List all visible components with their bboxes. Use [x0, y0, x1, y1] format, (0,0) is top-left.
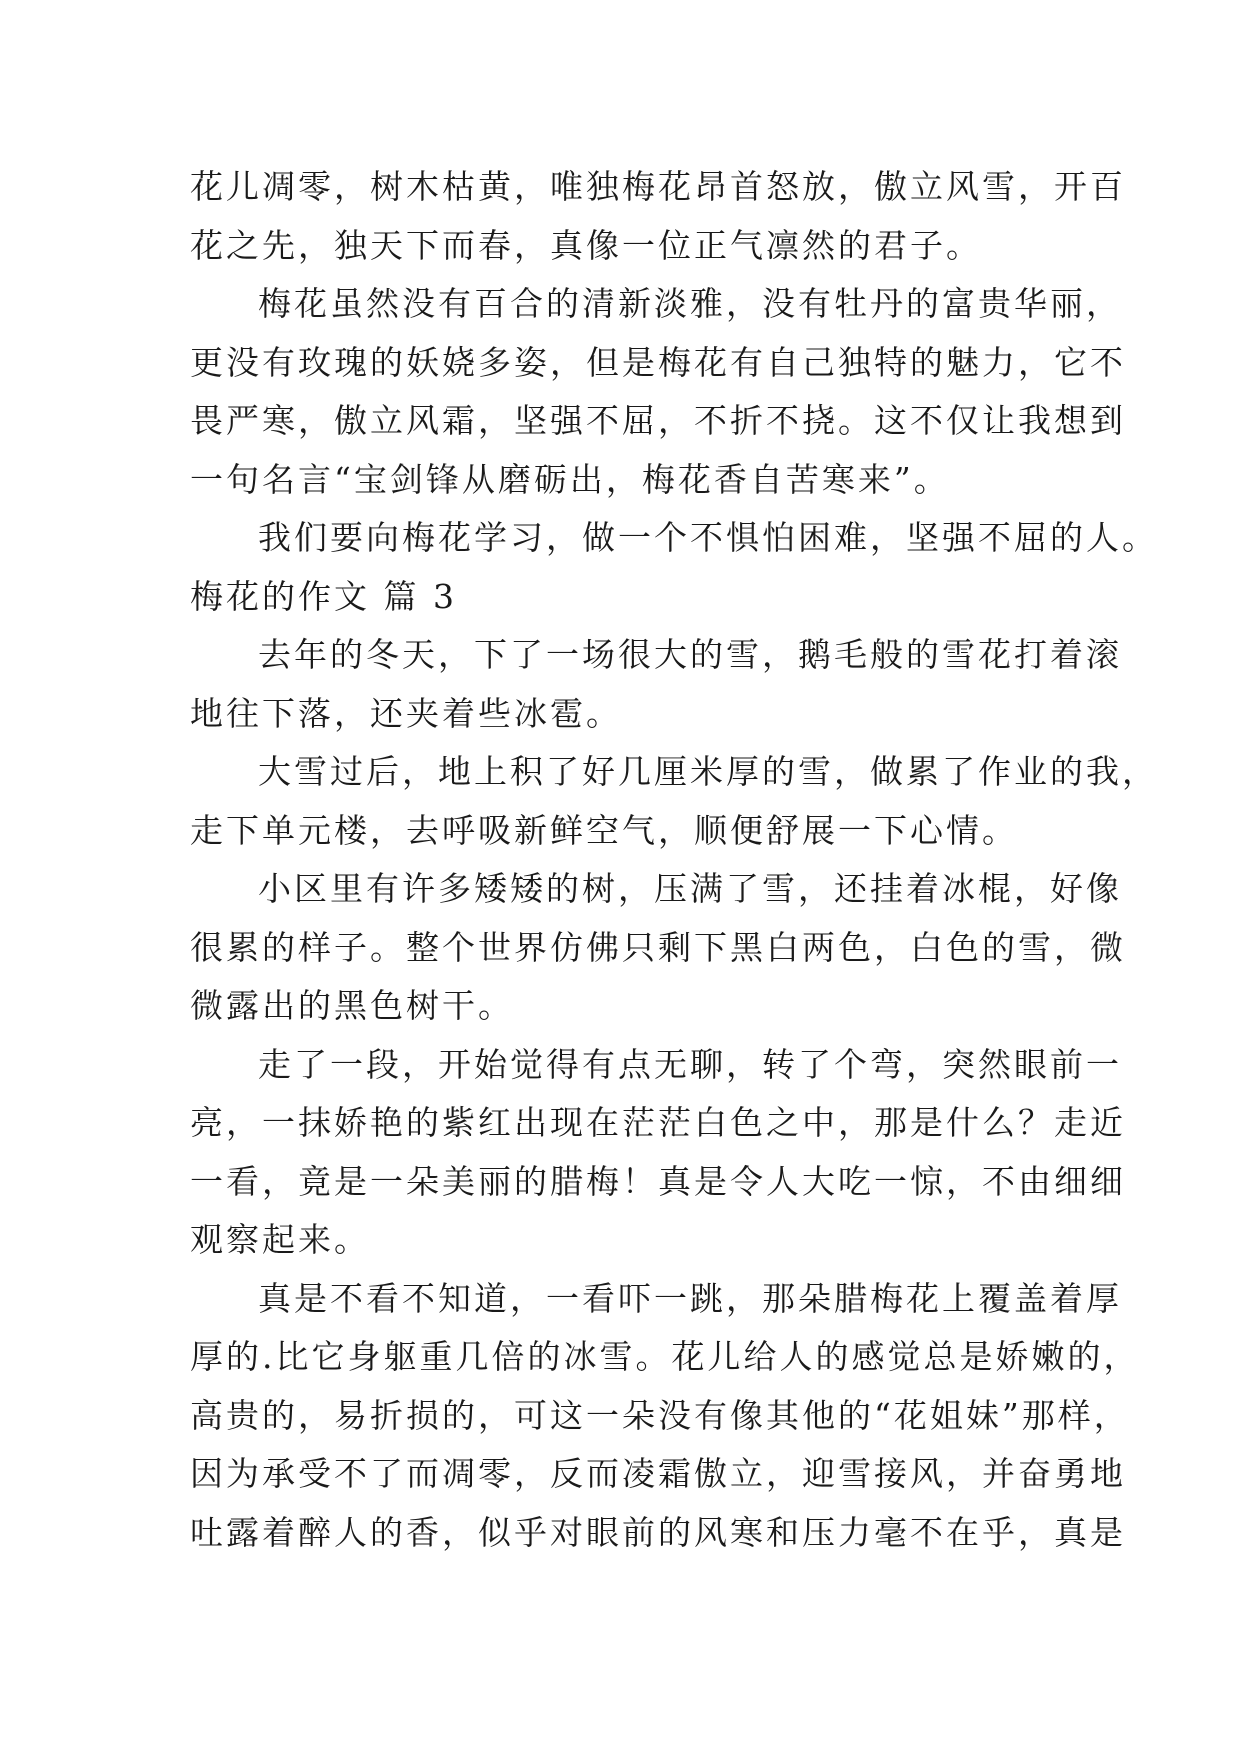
- text-line: 去年的冬天，下了一场很大的雪，鹅毛般的雪花打着滚: [258, 635, 1122, 674]
- text-line: 走下单元楼，去呼吸新鲜空气，顺便舒展一下心情。: [190, 810, 1018, 850]
- text-line: 很累的样子。整个世界仿佛只剩下黑白两色，白色的雪，微: [190, 927, 1126, 967]
- text-line: 花儿凋零，树木枯黄，唯独梅花昂首怒放，傲立风雪，开百: [190, 167, 1126, 206]
- text-line: 微露出的黑色树干。: [190, 986, 514, 1025]
- text-line: 我们要向梅花学习，做一个不惧怕困难，坚强不屈的人。: [258, 518, 1158, 557]
- text-line: 因为承受不了而凋零，反而凌霜傲立，迎雪接风，并奋勇地: [190, 1454, 1126, 1493]
- text-line: 花之先，独天下而春，真像一位正气凛然的君子。: [190, 225, 982, 265]
- text-line: 畏严寒，傲立风霜，坚强不屈，不折不挠。这不仅让我想到: [190, 401, 1126, 440]
- text-line: 大雪过后，地上积了好几厘米厚的雪，做累了作业的我，: [258, 752, 1158, 791]
- text-line: 厚的.比它身躯重几倍的冰雪。花儿给人的感觉总是娇嫩的，: [190, 1337, 1140, 1376]
- text-line: 高贵的，易折损的，可这一朵没有像其他的“花姐妹”那样，: [190, 1395, 1130, 1435]
- text-line: 一看，竟是一朵美丽的腊梅！真是令人大吃一惊，不由细细: [190, 1161, 1126, 1201]
- text-line: 观察起来。: [190, 1220, 370, 1259]
- text-line: 真是不看不知道，一看吓一跳，那朵腊梅花上覆盖着厚: [258, 1278, 1122, 1318]
- text-line: 一句名言“宝剑锋从磨砺出，梅花香自苦寒来”。: [190, 459, 950, 499]
- text-line: 吐露着醉人的香，似乎对眼前的风寒和压力毫不在乎，真是: [190, 1512, 1126, 1552]
- text-line: 走了一段，开始觉得有点无聊，转了个弯，突然眼前一: [258, 1044, 1122, 1084]
- text-line: 更没有玫瑰的妖娆多姿，但是梅花有自己独特的魅力，它不: [190, 342, 1126, 382]
- text-line: 亮，一抹娇艳的紫红出现在茫茫白色之中，那是什么？走近: [190, 1103, 1126, 1142]
- text-line: 梅花虽然没有百合的清新淡雅，没有牡丹的富贵华丽，: [258, 284, 1122, 323]
- essay-text: [190, 158, 1158, 1562]
- text-line: 地往下落，还夹着些冰雹。: [190, 693, 622, 733]
- section-heading: 梅花的作文 篇 3: [190, 576, 457, 616]
- text-line: 小区里有许多矮矮的树，压满了雪，还挂着冰棍，好像: [258, 869, 1122, 908]
